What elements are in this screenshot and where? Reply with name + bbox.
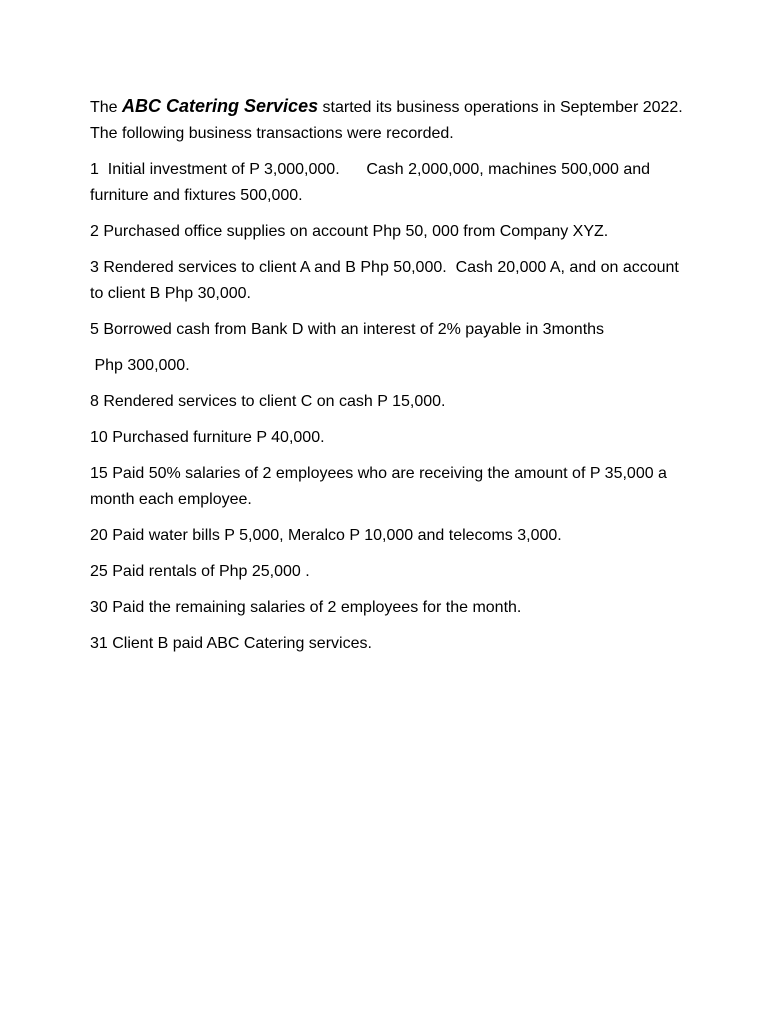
intro-suffix: started its business operations in September 2022. The following business transactions were recorded.	[90, 99, 687, 142]
intro-paragraph	[90, 93, 690, 147]
transaction-item: 25 Paid rentals of Php 25,000 .	[90, 563, 310, 580]
transaction-item: 3 Rendered services to client A and B Php 50,000. Cash 20,000 A, and on account to client B Php 30,000.	[90, 259, 684, 302]
transaction-item: 15 Paid 50% salaries of 2 employees who are receiving the amount of P 35,000 a month each employee.	[90, 465, 672, 508]
transaction-item: 8 Rendered services to client C on cash P 15,000.	[90, 393, 446, 410]
transaction-item: 1 Initial investment of P 3,000,000. Cash 2,000,000, machines 500,000 and furniture and fixtures 500,000.	[90, 161, 655, 204]
intro-prefix: The	[90, 99, 123, 116]
document-body	[90, 93, 690, 667]
transaction-item: 31 Client B paid ABC Catering services.	[90, 635, 372, 652]
transaction-item: 20 Paid water bills P 5,000, Meralco P 10,000 and telecoms 3,000.	[90, 527, 562, 544]
transaction-item: 30 Paid the remaining salaries of 2 employees for the month.	[90, 599, 522, 616]
transaction-item: 5 Borrowed cash from Bank D with an interest of 2% payable in 3months	[90, 321, 605, 338]
transaction-item: 10 Purchased furniture P 40,000.	[90, 429, 325, 446]
company-name: ABC Catering Services	[122, 96, 319, 116]
transaction-item-continuation: Php 300,000.	[90, 357, 190, 374]
transaction-item: 2 Purchased office supplies on account Php 50, 000 from Company XYZ.	[90, 223, 609, 240]
